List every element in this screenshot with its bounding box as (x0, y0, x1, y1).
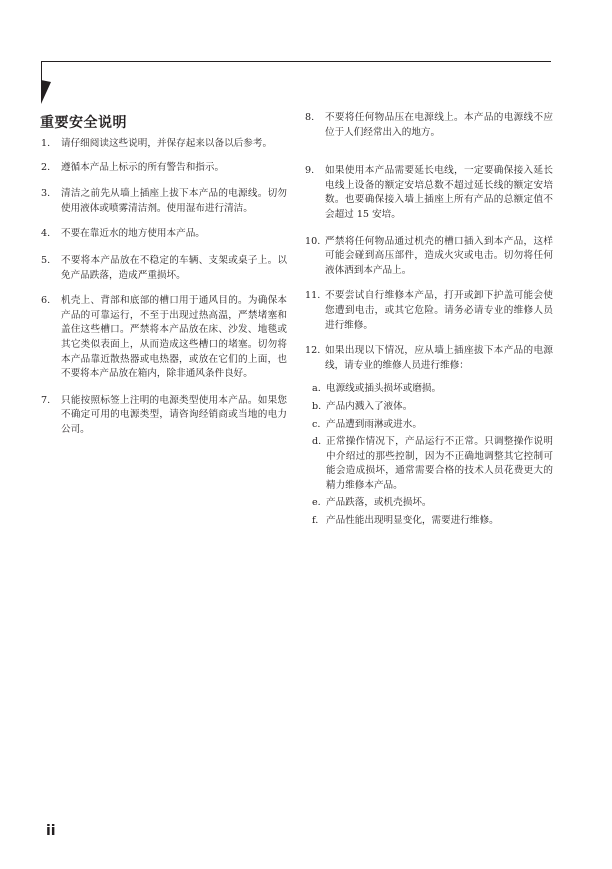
safety-item-12 (305, 344, 553, 373)
safety-item-2 (41, 161, 287, 176)
safety-item-9 (305, 164, 553, 222)
sub-item-letter: d. (312, 436, 322, 448)
header-tab-marker (41, 80, 51, 104)
sub-item-b (312, 400, 553, 415)
section-title: 重要安全说明 (40, 115, 127, 131)
item-text: 不要将本产品放在不稳定的车辆、支架或桌子上。以免产品跌落，造成严重损坏。 (61, 254, 287, 281)
sub-item-letter: a. (312, 383, 321, 395)
item-text: 不要在靠近水的地方使用本产品。 (61, 228, 205, 240)
item-number: 2. (41, 161, 51, 173)
sub-item-text: 正常操作情况下，产品运行不正常。只调整操作说明中介绍过的那些控制，因为不正确地调整其它控制可能会造成损坏，通常需要合格的技术人员花费更大的精力维修本产品。 (326, 436, 553, 491)
sub-item-text: 产品性能出现明显变化，需要进行维修。 (326, 515, 499, 527)
page-number: ii (46, 823, 56, 839)
item-number: 8. (305, 112, 315, 123)
sub-item-text: 电源线或插头损坏或磨损。 (326, 383, 442, 395)
item-number: 6. (41, 295, 51, 307)
sub-item-letter: e. (312, 497, 321, 509)
safety-item-10 (305, 235, 553, 279)
item-number: 11. (305, 290, 321, 302)
item-text: 不要尝试自行维修本产品，打开或卸下护盖可能会使您遭到电击，或其它危险。请务必请专业的维修人员进行维修。 (325, 290, 553, 331)
item-number: 12. (305, 345, 321, 357)
item-text: 严禁将任何物品通过机壳的槽口插入到本产品，这样可能会碰到高压部件，造成火灾或电击。切勿将任何液体洒到本产品上。 (325, 235, 553, 276)
item-text: 只能按照标签上注明的电源类型使用本产品。如果您不确定可用的电源类型，请咨询经销商或当地的电力公司。 (61, 394, 287, 435)
item-text: 如果出现以下情况，应从墙上插座拔下本产品的电源线，请专业的维修人员进行维修： (325, 345, 553, 371)
sub-item-f (312, 514, 553, 529)
safety-item-3 (41, 187, 287, 216)
safety-item-6 (41, 294, 287, 382)
item-text: 机壳上、背部和底部的槽口用于通风目的。为确保本产品的可靠运行，不至于出现过热高温，严禁堵塞和盖住这些槽口。严禁将本产品放在床、沙发、地毯或其它类似表面上，从而造成这些槽口的堵塞。切勿将本产品靠近散热器或电热器，或放在它们的上面，也不要将本产品放在箱内，除非通风条件良好。 (61, 295, 287, 380)
right-column (305, 111, 553, 529)
item-text: 如果使用本产品需要延长电线，一定要确保接入延长电线上设备的额定安培总数不超过延长线的额定安培数。也要确保接入墙上插座上所有产品的总额定值不会超过 15 安培。 (325, 165, 553, 220)
sub-item-c (312, 418, 553, 433)
safety-item-1 (41, 137, 287, 152)
sub-item-letter: c. (312, 418, 321, 430)
safety-item-11 (305, 289, 553, 333)
sub-item-letter: b. (312, 400, 322, 412)
item-number: 7. (41, 394, 51, 406)
sub-item-text: 产品跌落，或机壳损坏。 (326, 497, 432, 509)
item-number: 5. (41, 254, 51, 266)
item-text: 遵循本产品上标示的所有警告和指示。 (61, 161, 225, 173)
sub-item-e (312, 496, 553, 511)
item-number: 3. (41, 188, 51, 200)
item-number: 9. (305, 165, 315, 177)
safety-item-5 (41, 254, 287, 283)
safety-item-4 (41, 227, 287, 242)
sub-item-text: 产品内溅入了液体。 (326, 400, 413, 412)
item-number: 1. (41, 138, 51, 149)
sub-item-text: 产品遭到雨淋或进水。 (326, 418, 422, 430)
safety-item-8 (305, 111, 553, 140)
item-text: 请仔细阅读这些说明，并保存起来以备以后参考。 (61, 138, 273, 149)
item-number: 10. (305, 235, 321, 247)
sub-item-letter: f. (312, 515, 319, 527)
safety-item-7 (41, 394, 287, 438)
sub-item-a (312, 382, 553, 397)
left-column (41, 137, 287, 438)
header-rule (41, 61, 551, 62)
item-text: 不要将任何物品压在电源线上。本产品的电源线不应位于人们经常出入的地方。 (325, 112, 553, 138)
sub-item-d (312, 435, 553, 493)
item-number: 4. (41, 228, 51, 240)
item-text: 清洁之前先从墙上插座上拔下本产品的电源线。切勿使用液体或喷雾清洁剂。使用湿布进行清洁。 (61, 188, 287, 214)
